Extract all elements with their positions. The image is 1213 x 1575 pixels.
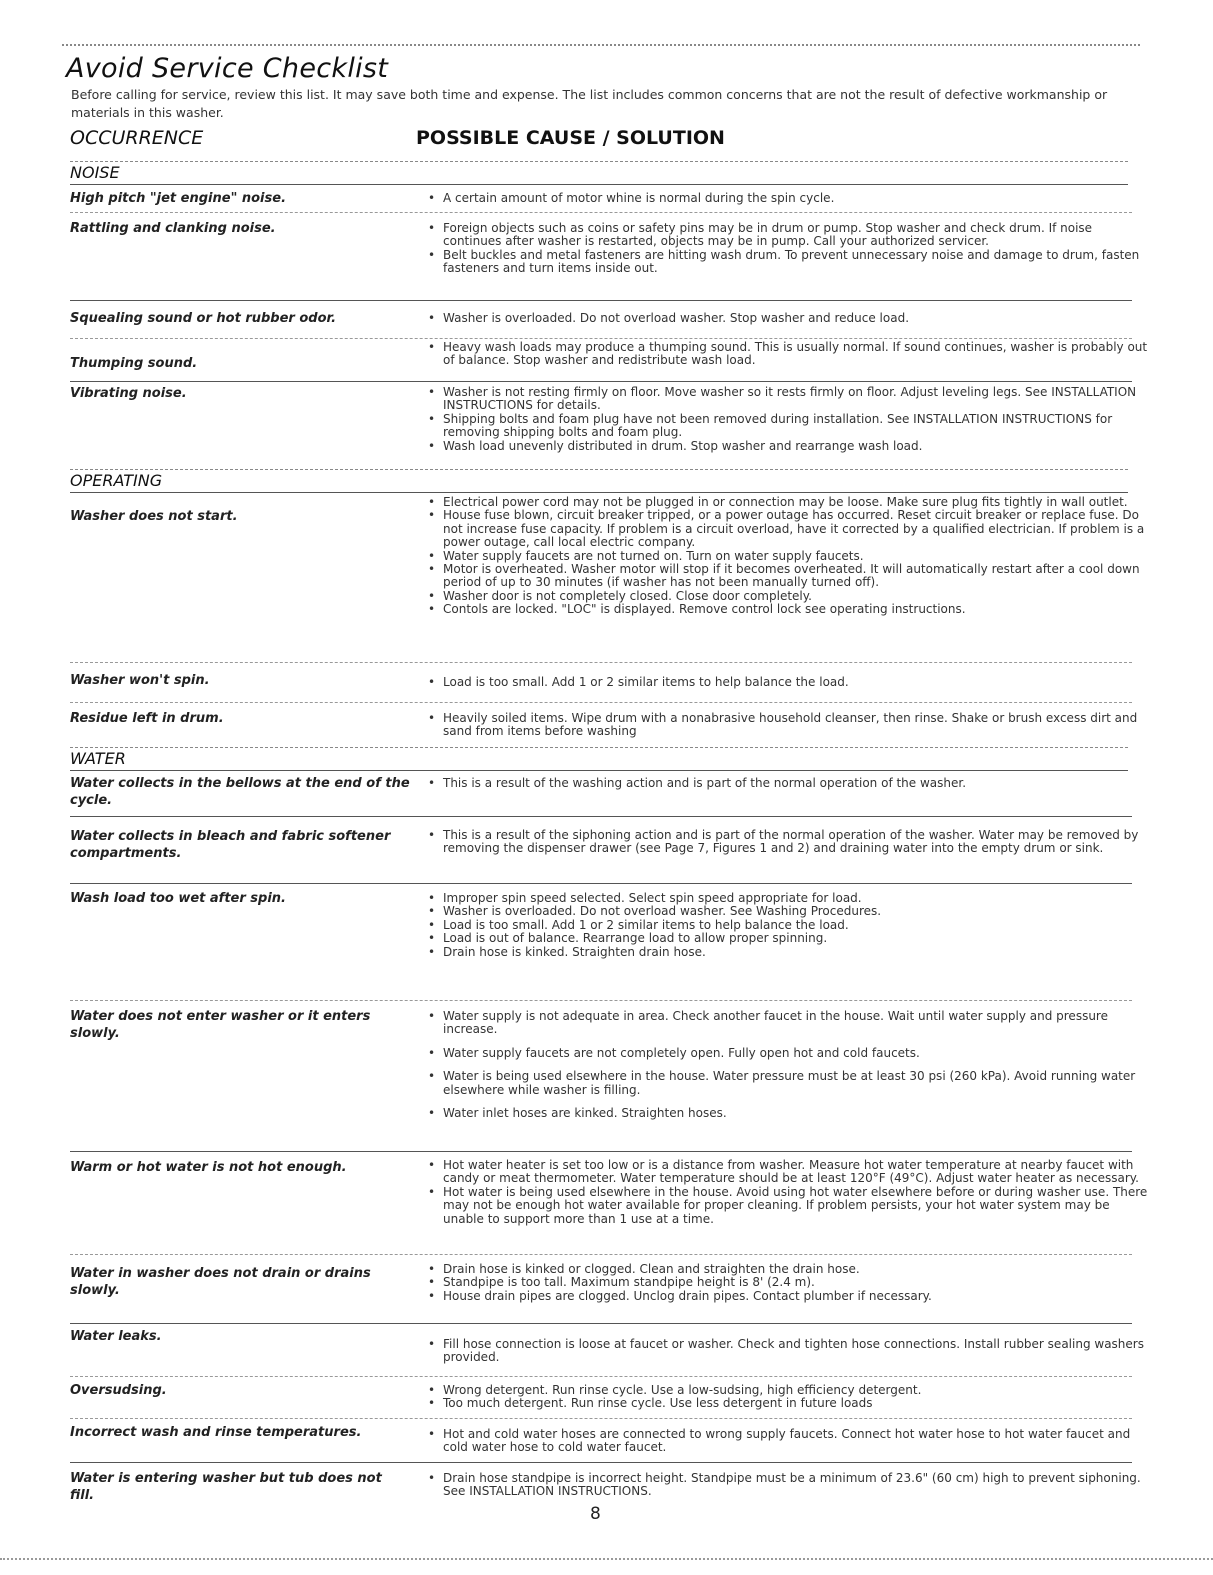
checklist-row — [70, 1263, 1132, 1315]
row-divider — [70, 662, 1132, 663]
solution-item: • Contols are locked. "LOC" is displayed. Remove control lock see operating instructions. — [426, 603, 1148, 616]
section-rule-top — [70, 469, 1128, 470]
checklist-row — [70, 710, 1138, 748]
occurrence-label: Wash load too wet after spin. — [70, 891, 286, 906]
solution-list — [426, 1384, 1148, 1411]
solution-item: • Hot and cold water hoses are connected to wrong supply faucets. Connect hot water hose to hot water faucet and cold water hose to cold water faucet. — [426, 1428, 1148, 1455]
checklist-row — [70, 1328, 1144, 1372]
solution-item: • Belt buckles and metal fasteners are hitting wash drum. To prevent unnecessary noise and damage to drum, fasten fasteners and turn items inside out. — [426, 249, 1148, 276]
row-divider — [70, 702, 1132, 703]
solution-item: • Water supply is not adequate in area. Check another faucet in the house. Wait until water supply and pressure increase. — [426, 1010, 1148, 1037]
solution-list — [426, 1010, 1148, 1120]
occurrence-label: Washer won't spin. — [70, 673, 210, 688]
occurrence-label: Oversudsing. — [70, 1383, 167, 1398]
solution-item: • Improper spin speed selected. Select spin speed appropriate for load. — [426, 892, 1148, 905]
section-title: WATER — [70, 749, 126, 768]
section-rule-top — [70, 747, 1128, 748]
solution-item: • This is a result of the siphoning action and is part of the normal operation of the washer. Water may be removed by removing the dispenser drawer (see Page 7, Figures 1 and 2) and draining water into the empty drum or sink. — [426, 829, 1148, 856]
checklist-row — [70, 1470, 1141, 1506]
solution-item: • House fuse blown, circuit breaker tripped, or a power outage has occurred. Reset circuit breaker or replace fuse. Do not increase fuse capacity. If problem is a circuit overload, have it corrected by a qualified electrician. If problem is a power outage, call local electric company. — [426, 509, 1148, 549]
row-divider — [70, 300, 1132, 301]
section-rule-bottom — [70, 184, 1128, 185]
solution-item: • A certain amount of motor whine is normal during the spin cycle. — [426, 192, 1148, 205]
solution-item: • Water supply faucets are not completely open. Fully open hot and cold faucets. — [426, 1047, 1148, 1060]
bottom-dotted-rule — [0, 1558, 1213, 1560]
occurrence-label: Vibrating noise. — [70, 386, 187, 401]
solution-item: • Washer is not resting firmly on floor. Move washer so it rests firmly on floor. Adjust leveling legs. See INSTALLATION INSTRUCTIONS for details. — [426, 386, 1148, 413]
checklist-row — [70, 1424, 1132, 1460]
solution-list — [426, 712, 1148, 739]
occurrence-label: Residue left in drum. — [70, 711, 224, 726]
row-divider — [70, 1000, 1132, 1001]
occurrence-label: Water collects in bleach and fabric softener compartments. — [70, 829, 391, 861]
intro-text: Before calling for service, review this list. It may save both time and expense. The list includes common concerns that are not the result of defective workmanship or materials in this washer. — [71, 87, 1108, 120]
solution-item: • Drain hose is kinked or clogged. Clean and straighten the drain hose. — [426, 1263, 1148, 1276]
checklist-row — [70, 1157, 1148, 1251]
section-rule-top — [70, 161, 1128, 162]
solution-item: • Load is out of balance. Rearrange load to allow proper spinning. — [426, 932, 1148, 945]
solution-list — [426, 312, 1148, 325]
occurrence-column-header: OCCURRENCE — [70, 127, 204, 149]
occurrence-label: Water leaks. — [70, 1329, 162, 1344]
solution-item: • Water inlet hoses are kinked. Straighten hoses. — [426, 1107, 1148, 1120]
checklist-row — [70, 495, 1145, 656]
section-rule-bottom — [70, 492, 1128, 493]
solution-item: • Motor is overheated. Washer motor will stop if it becomes overheated. It will automatically restart after a cool down period of up to 30 minutes (if washer has not been manually turned off). — [426, 563, 1148, 590]
section-header-water — [70, 749, 1128, 769]
solution-list — [426, 341, 1148, 368]
checklist-row — [70, 189, 1132, 211]
solution-item: • Hot water heater is set too low or is a distance from washer. Measure hot water temperature at nearby faucet with candy or meat thermometer. Water temperature should be at least 120°F (49°C). Adjust water heater as necessary. — [426, 1159, 1148, 1186]
row-divider — [70, 1418, 1132, 1419]
checklist-row — [70, 340, 1148, 381]
solution-item: • Drain hose standpipe is incorrect height. Standpipe must be a minimum of 23.6" (60 cm) high to prevent siphoning. See INSTALLATION INSTRUCTIONS. — [426, 1472, 1148, 1499]
solution-list — [426, 222, 1148, 276]
occurrence-label: Incorrect wash and rinse temperatures. — [70, 1425, 362, 1440]
section-title: NOISE — [70, 163, 120, 182]
solution-list — [426, 496, 1148, 617]
row-divider — [70, 1254, 1132, 1255]
row-divider — [70, 1462, 1132, 1463]
solution-item: • Hot water is being used elsewhere in the house. Avoid using hot water elsewhere before or during washer use. There may not be enough hot water available for proper cleaning. If problem persists, your hot water system may be unable to support more than 1 use at a time. — [426, 1186, 1148, 1226]
solution-list — [426, 1428, 1148, 1455]
checklist-row — [70, 219, 1140, 299]
checklist-row — [70, 385, 1137, 467]
row-divider — [70, 381, 1132, 382]
row-divider — [70, 1323, 1132, 1324]
occurrence-label: High pitch "jet engine" noise. — [70, 191, 287, 206]
solution-item: • Wash load unevenly distributed in drum. Stop washer and rearrange wash load. — [426, 440, 1148, 453]
solution-item: • Electrical power cord may not be plugged in or connection may be loose. Make sure plug fits tightly in wall outlet. — [426, 496, 1148, 509]
section-header-noise — [70, 163, 1128, 183]
solution-item: • Washer door is not completely closed. Close door completely. — [426, 590, 1148, 603]
row-divider — [70, 1151, 1132, 1152]
row-divider — [70, 338, 1132, 339]
solution-list — [426, 1263, 1148, 1303]
solution-list — [426, 676, 1148, 689]
section-title: OPERATING — [70, 471, 163, 490]
solution-item: • Fill hose connection is loose at faucet or washer. Check and tighten hose connections. Install rubber sealing washers provided. — [426, 1338, 1148, 1365]
section-rule-bottom — [70, 770, 1128, 771]
solution-item: • Wrong detergent. Run rinse cycle. Use a low-sudsing, high efficiency detergent. — [426, 1384, 1148, 1397]
solution-item: • Heavy wash loads may produce a thumping sound. This is usually normal. If sound continues, washer is probably out of balance. Stop washer and redistribute wash load. — [426, 341, 1148, 368]
occurrence-label: Water collects in the bellows at the end of the cycle. — [70, 776, 410, 808]
occurrence-label: Thumping sound. — [70, 356, 198, 371]
solution-list — [426, 892, 1148, 959]
page-title: Avoid Service Checklist — [66, 53, 389, 84]
checklist-row — [70, 827, 1139, 877]
row-divider — [70, 883, 1132, 884]
row-divider — [70, 212, 1132, 213]
section-header-operating — [70, 471, 1128, 491]
solution-item: • Water is being used elsewhere in the house. Water pressure must be at least 30 psi (260 kPa). Avoid running water elsewhere while washer is filling. — [426, 1070, 1148, 1097]
solution-list — [426, 777, 1148, 790]
checklist-row — [70, 672, 1132, 696]
solution-item: • House drain pipes are clogged. Unclog drain pipes. Contact plumber if necessary. — [426, 1290, 1148, 1303]
occurrence-label: Water is entering washer but tub does not fill. — [70, 1471, 382, 1503]
checklist-row — [70, 775, 1132, 815]
solution-item: • Standpipe is too tall. Maximum standpipe height is 8' (2.4 m). — [426, 1276, 1148, 1289]
occurrence-label: Squealing sound or hot rubber odor. — [70, 311, 337, 326]
solution-item: • Drain hose is kinked. Straighten drain hose. — [426, 946, 1148, 959]
row-divider — [70, 816, 1132, 817]
row-divider — [70, 1376, 1132, 1377]
solution-item: • Load is too small. Add 1 or 2 similar items to help balance the load. — [426, 919, 1148, 932]
solution-item: • Too much detergent. Run rinse cycle. Use less detergent in future loads — [426, 1397, 1148, 1410]
occurrence-label: Water does not enter washer or it enters slowly. — [70, 1009, 371, 1041]
checklist-row — [70, 1008, 1136, 1148]
page-number: 8 — [590, 1504, 601, 1524]
cause-column-header: POSSIBLE CAUSE / SOLUTION — [416, 127, 725, 149]
solution-item: • Shipping bolts and foam plug have not been removed during installation. See INSTALLATION INSTRUCTIONS for removing shipping bolts and foam plug. — [426, 413, 1148, 440]
occurrence-label: Washer does not start. — [70, 509, 238, 524]
solution-item: • Load is too small. Add 1 or 2 similar items to help balance the load. — [426, 676, 1148, 689]
solution-list — [426, 1472, 1148, 1499]
occurrence-label: Rattling and clanking noise. — [70, 221, 276, 236]
checklist-row — [70, 308, 1132, 338]
solution-item: • Foreign objects such as coins or safety pins may be in drum or pump. Stop washer and check drum. If noise continues after washer is restarted, objects may be in pump. Call your authorized servicer. — [426, 222, 1148, 249]
solution-list — [426, 829, 1148, 856]
solution-item: • Water supply faucets are not turned on. Turn on water supply faucets. — [426, 550, 1148, 563]
solution-list — [426, 386, 1148, 453]
occurrence-label: Warm or hot water is not hot enough. — [70, 1160, 347, 1175]
solution-list — [426, 192, 1148, 205]
solution-item: • This is a result of the washing action and is part of the normal operation of the washer. — [426, 777, 1148, 790]
solution-list — [426, 1159, 1148, 1226]
top-dotted-rule — [62, 44, 1140, 49]
occurrence-label: Water in washer does not drain or drains slowly. — [70, 1266, 371, 1298]
checklist-row — [70, 890, 1132, 990]
checklist-row — [70, 1382, 1132, 1416]
solution-item: • Heavily soiled items. Wipe drum with a nonabrasive household cleanser, then rinse. Shake or brush excess dirt and sand from items before washing — [426, 712, 1148, 739]
solution-item: • Washer is overloaded. Do not overload washer. Stop washer and reduce load. — [426, 312, 1148, 325]
solution-list — [426, 1338, 1148, 1365]
solution-item: • Washer is overloaded. Do not overload washer. See Washing Procedures. — [426, 905, 1148, 918]
